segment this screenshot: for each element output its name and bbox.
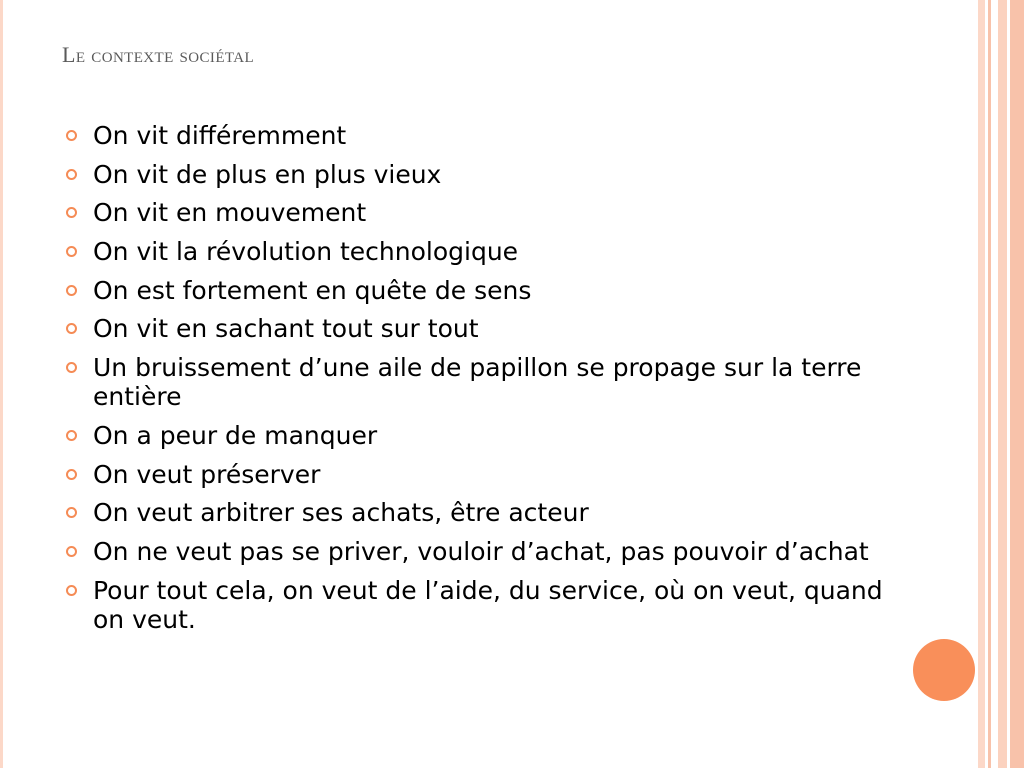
list-item [66, 353, 896, 411]
hollow-circle-bullet-icon [66, 546, 77, 557]
hollow-circle-bullet-icon [66, 430, 77, 441]
bullet-text: Pour tout cela, on veut de l’aide, du service, où on veut, quand on veut. [93, 575, 883, 634]
list-item [66, 276, 896, 305]
bullet-text: Un bruissement d’une aile de papillon se propage sur la terre entière [93, 353, 862, 412]
bullet-list [66, 121, 896, 643]
hollow-circle-bullet-icon [66, 585, 77, 596]
hollow-circle-bullet-icon [66, 246, 77, 257]
list-item [66, 121, 896, 150]
bullet-text: On veut préserver [93, 459, 321, 489]
list-item [66, 421, 896, 450]
bullet-text: On a peur de manquer [93, 420, 378, 450]
list-item [66, 160, 896, 189]
right-stripe-7 [1010, 0, 1024, 768]
bullet-text: On ne veut pas se priver, vouloir d’achat, pas pouvoir d’achat [93, 536, 869, 566]
list-item [66, 460, 896, 489]
right-stripe-5 [998, 0, 1007, 768]
slide-title: Le contexte sociétal [62, 42, 255, 67]
bullet-text: On vit la révolution technologique [93, 237, 519, 267]
list-item [66, 237, 896, 266]
list-item [66, 576, 896, 634]
right-stripe-4 [991, 0, 998, 768]
hollow-circle-bullet-icon [66, 469, 77, 480]
list-item [66, 498, 896, 527]
left-border-stripe [0, 0, 3, 768]
hollow-circle-bullet-icon [66, 285, 77, 296]
hollow-circle-bullet-icon [66, 362, 77, 373]
list-item [66, 314, 896, 343]
decorative-circle [913, 639, 975, 701]
bullet-text: On vit en sachant tout sur tout [93, 314, 479, 344]
hollow-circle-bullet-icon [66, 207, 77, 218]
hollow-circle-bullet-icon [66, 507, 77, 518]
right-stripe-1 [978, 0, 985, 768]
hollow-circle-bullet-icon [66, 130, 77, 141]
list-item [66, 537, 896, 566]
list-item [66, 198, 896, 227]
bullet-text: On vit de plus en plus vieux [93, 159, 442, 189]
bullet-text: On vit en mouvement [93, 198, 367, 228]
bullet-text: On veut arbitrer ses achats, être acteur [93, 498, 589, 528]
bullet-text: On est fortement en quête de sens [93, 275, 532, 305]
hollow-circle-bullet-icon [66, 323, 77, 334]
bullet-text: On vit différemment [93, 121, 347, 150]
hollow-circle-bullet-icon [66, 169, 77, 180]
